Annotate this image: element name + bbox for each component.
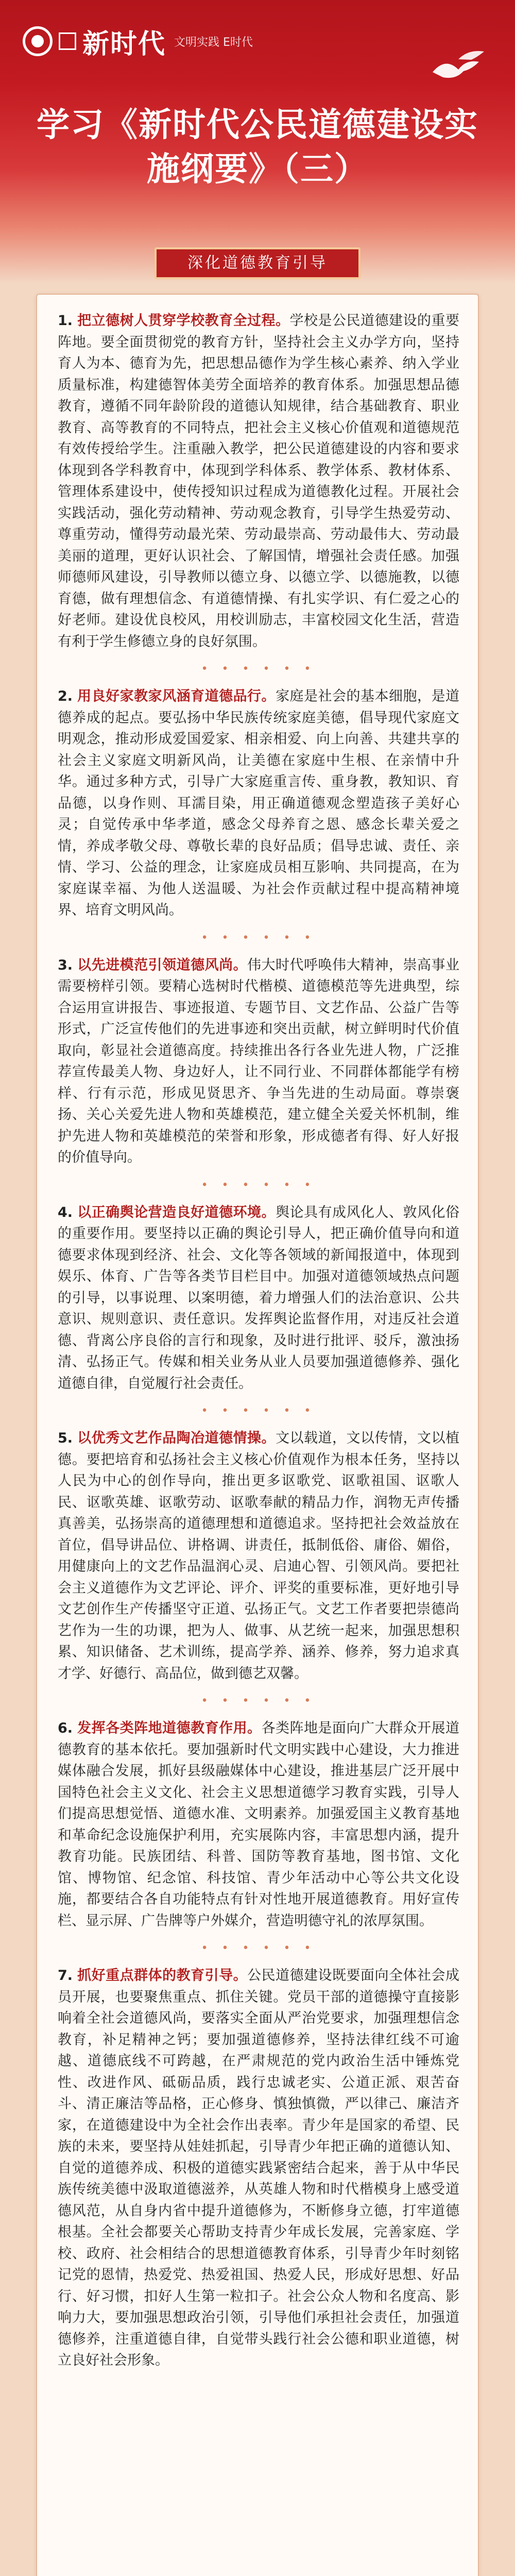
section-number: 1. [58,313,73,329]
section-body: 舆论具有成风化人、敦风化俗的重要作用。要坚持以正确的舆论引导人，把正确价值导向和道德要求体现到经济、社会、文化等各领域的新闻报道中，体现到娱乐、体育、广告等各类节目栏目中。加强对道德领域热点问题的引导，以事说理、以案明德，着力增强人们的法治意识、公共意识、规则意识、责任意识。发挥舆论监督作用，对违反社会道德、背离公序良俗的言行和现象，及时进行批评、驳斥，激浊扬清、弘扬正气。传媒和相关业务从业人员要加强道德修养、强化道德自律，自觉履行社会责任。 [58,1204,459,1392]
section-number: 7. [58,1968,73,1984]
section-heading: 抓好重点群体的教育引导。 [77,1968,248,1984]
subtitle-badge: 深化道德教育引导 [154,247,360,279]
section-body: 文以载道，文以传情，文以植德。要把培育和弘扬社会主义核心价值观作为根本任务，坚持以人民为中心的创作导向，推出更多讴歌党、讴歌祖国、讴歌人民、讴歌英雄、讴歌劳动、讴歌奉献的精品力作，润物无声传播真善美，弘扬崇高的道德理想和道德追求。坚持把社会效益放在首位，倡导讲品位、讲格调、讲责任，抵制低俗、庸俗、媚俗，用健康向上的文艺作品温润心灵、启迪心智、引领风尚。要把社会主义道德作为文艺评论、评介、评奖的重要标准，更好地引导文艺创作生产传播坚守正道、弘扬正气。文艺工作者要把崇德尚艺作为一生的功课，把为人、做事、从艺统一起来，加强思想积累、知识储备、艺术训练，提高学养、涵养、修养，努力追求真才学、好德行、高品位，做到德艺双馨。 [58,1430,459,1682]
section-body: 公民道德建设既要面向全体社会成员开展，也要聚焦重点、抓住关键。党员干部的道德操守直接影响着全社会道德风尚，要落实全面从严治党要求，加强理想信念教育，补足精神之钙；要加强道德修养，坚持法律红线不可逾越、道德底线不可跨越，在严肃规范的党内政治生活中锤炼党性、改进作风、砥砺品质，践行忠诚老实、公道正派、艰苦奋斗、清正廉洁等品格，正心修身、慎独慎微，严以律己、廉洁齐家，在道德建设中为全社会作出表率。青少年是国家的希望、民族的未来，要坚持从娃娃抓起，引导青少年把正确的道德认知、自觉的道德养成、积极的道德实践紧密结合起来，善于从中华民族传统美德中汲取道德滋养，从英雄人物和时代楷模身上感受道德风范，从自身内省中提升道德修为，不断修身立德，打牢道德根基。全社会都要关心帮助支持青少年成长发展，完善家庭、学校、政府、社会相结合的思想道德教育体系，引导青少年时刻铭记党的恩情，热爱党、热爱祖国、热爱人民，形成好思想、好品行、好习惯，扣好人生第一粒扣子。社会公众人物和名度高、影响力大，要加强思想政治引领，引导他们承担社会责任，加强道德修养，注重道德自律，自觉带头践行社会公德和职业道德，树立良好社会形象。 [58,1968,459,2368]
section-heading: 以正确舆论营造良好道德环境。 [77,1204,276,1221]
section-number: 2. [58,688,73,704]
section-body: 学校是公民道德建设的重要阵地。要全面贯彻党的教育方针，坚持社会主义办学方向，坚持育人为本、德育为先，把思想品德作为学生核心素养、纳入学业质量标准，构建德智体美劳全面培养的教育体系。加强思想品德教育，遵循不同年龄阶段的道德认知规律，结合基础教育、职业教育、高等教育的不同特点，把社会主义核心价值观和道德规范有效传授给学生。注重融入教学，把公民道德建设的内容和要求体现到各学科教育中，体现到学科体系、教学体系、教材体系、管理体系建设中，使传授知识过程成为道德教化过程。开展社会实践活动，强化劳动精神、劳动观念教育，引导学生热爱劳动、尊重劳动，懂得劳动最光荣、劳动最崇高、劳动最伟大、劳动最美丽的道理，更好认识社会、了解国情，增强社会责任感。加强师德师风建设，引导教师以德立身、以德立学、以德施教，以德育德，做有理想信念、有道德情操、有扎实学识、有仁爱之心的好老师。建设优良校风，用校训励志，丰富校园文化生活，营造有利于学生修德立身的良好氛围。 [58,313,459,650]
content-card [36,294,479,2576]
divider-dots: • • • • • • [201,1694,316,1707]
section-body: 伟大时代呼唤伟大精神，崇高事业需要榜样引领。要精心选树时代楷模、道德模范等先进典型，综合运用宣讲报告、事迹报道、专题节目、文艺作品、公益广告等形式，广泛宣传他们的先进事迹和突出贡献，树立鲜明时代价值取向，彰显社会道德高度。持续推出各行各业先进人物，广泛推荐宣传最美人物、身边好人，让不同行业、不同群体都能学有榜样、行有示范，形成见贤思齐、争当先进的生动局面。尊崇褒扬、关心关爱先进人物和英雄模范，建立健全关爱关怀机制，维护先进人物和英雄模范的荣誉和形象，形成德者有得、好人好报的价值导向。 [58,957,459,1165]
page-title: 学习《新时代公民道德建设实施纲要》（三） [37,106,478,189]
logo-emblem-icon [23,26,53,56]
site-logo[interactable] [23,21,253,62]
section-7 [58,1965,459,2371]
divider-dots: • • • • • • [201,1942,316,1955]
section-number: 4. [58,1204,73,1221]
logo-box-icon [59,32,76,50]
section-heading: 以先进模范引领道德风尚。 [77,957,248,973]
logo-title: 新时代 [82,28,166,60]
section-1 [58,310,459,652]
top-bar [0,0,515,82]
section-2 [58,686,459,921]
logo-subtitle: 文明实践 E时代 [174,36,253,49]
section-5 [58,1428,459,1684]
section-heading: 把立德树人贯穿学校教育全过程。 [77,313,290,329]
section-number: 3. [58,957,73,973]
divider-dots: • • • • • • [201,663,316,675]
section-number: 5. [58,1430,73,1446]
section-4 [58,1202,459,1395]
divider-dots: • • • • • • [201,931,316,944]
section-heading: 发挥各类阵地道德教育作用。 [77,1720,262,1736]
divider-dots: • • • • • • [201,1178,316,1192]
section-heading: 以优秀文艺作品陶冶道德情操。 [77,1430,276,1446]
section-3 [58,955,459,1168]
divider-dots: • • • • • • [201,1404,316,1417]
section-body: 家庭是社会的基本细胞，是道德养成的起点。要弘扬中华民族传统家庭美德，倡导现代家庭文明观念，推动形成爱国爱家、相亲相爱、向上向善、共建共享的社会主义家庭文明新风尚，让美德在家庭中生根、在亲情中升华。通过多种方式，引导广大家庭重言传、重身教，教知识、育品德，以身作则、耳濡目染，用正确道德观念塑造孩子美好心灵；自觉传承中华孝道，感念父母养育之恩、感念长辈关爱之情，养成孝敬父母、尊敬长辈的良好品质；倡导忠诚、责任、亲情、学习、公益的理念，让家庭成员相互影响、共同提高，在为家庭谋幸福、为他人送温暖、为社会作贡献过程中提高精神境界、培育文明风尚。 [58,688,459,918]
section-heading: 用良好家教家风涵育道德品行。 [77,688,276,704]
section-6 [58,1718,459,1931]
sections-list [58,310,459,2391]
section-number: 6. [58,1720,73,1736]
section-body: 各类阵地是面向广大群众开展道德教育的基本依托。要加强新时代文明实践中心建设，大力推进媒体融合发展，抓好县级融媒体中心建设，推进基层广泛开展中国特色社会主义文化、社会主义思想道德学习教育实践，引导人们提高思想觉悟、道德水准、文明素养。加强爱国主义教育基地和革命纪念设施保护利用，充实展陈内容，丰富思想内涵，提升教育功能。民族团结、科普、国防等教育基地，图书馆、文化馆、博物馆、纪念馆、科技馆、青少年活动中心等公共文化设施，都要结合各自功能特点有针对性地开展道德教育。用好宣传栏、显示屏、广告牌等户外媒介，营造明德守礼的浓厚氛围。 [58,1720,459,1929]
title-banner [0,82,515,227]
